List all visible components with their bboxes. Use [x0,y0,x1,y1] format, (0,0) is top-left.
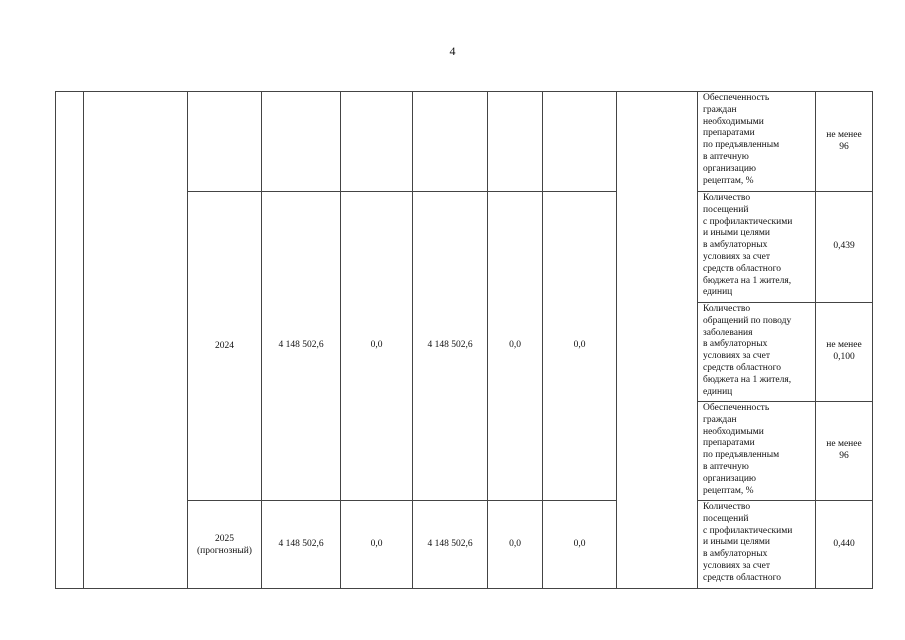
regional-cell: 4 148 502,6 [413,192,488,501]
page-number: 4 [449,44,456,58]
indicator-name: Обеспеченность граждан необходимыми препаратами по предъявленным в аптечную организацию рецептам, % [698,402,816,501]
local-cell [488,92,543,192]
other-cell [543,92,617,192]
indicator-name: Количество посещений с профилактическими и иными целями в амбулаторных условиях за счет средств областного бюджета на 1 жителя, единиц [698,192,816,303]
other-cell: 0,0 [543,192,617,501]
federal-cell: 0,0 [341,192,413,501]
federal-cell: 0,0 [341,501,413,589]
program-table [55,91,873,589]
total-cell: 4 148 502,6 [262,192,341,501]
indicator-value: 0,439 [816,192,873,303]
local-cell: 0,0 [488,192,543,501]
indicator-name: Обеспеченность граждан необходимыми препаратами по предъявленным в аптечную организацию рецептам, % [698,92,816,192]
year-cell [188,92,262,192]
regional-cell [413,92,488,192]
executor-cell [617,92,698,589]
indicator-name: Количество посещений с профилактическими и иными целями в амбулаторных условиях за счет средств областного [698,501,816,589]
indicator-name: Количество обращений по поводу заболевания в амбулаторных условиях за счет средств областного бюджета на 1 жителя, единиц [698,303,816,402]
other-cell: 0,0 [543,501,617,589]
total-cell [262,92,341,192]
year-cell: 2024 [188,192,262,501]
federal-cell [341,92,413,192]
regional-cell: 4 148 502,6 [413,501,488,589]
year-cell: 2025 (прогнозный) [188,501,262,589]
indicator-value: не менее 96 [816,402,873,501]
indicator-value: 0,440 [816,501,873,589]
indicator-value: не менее 96 [816,92,873,192]
total-cell: 4 148 502,6 [262,501,341,589]
indicator-value: не менее 0,100 [816,303,873,402]
table-row [56,92,873,192]
local-cell: 0,0 [488,501,543,589]
num-cell [56,92,84,589]
task-name-cell [84,92,188,589]
